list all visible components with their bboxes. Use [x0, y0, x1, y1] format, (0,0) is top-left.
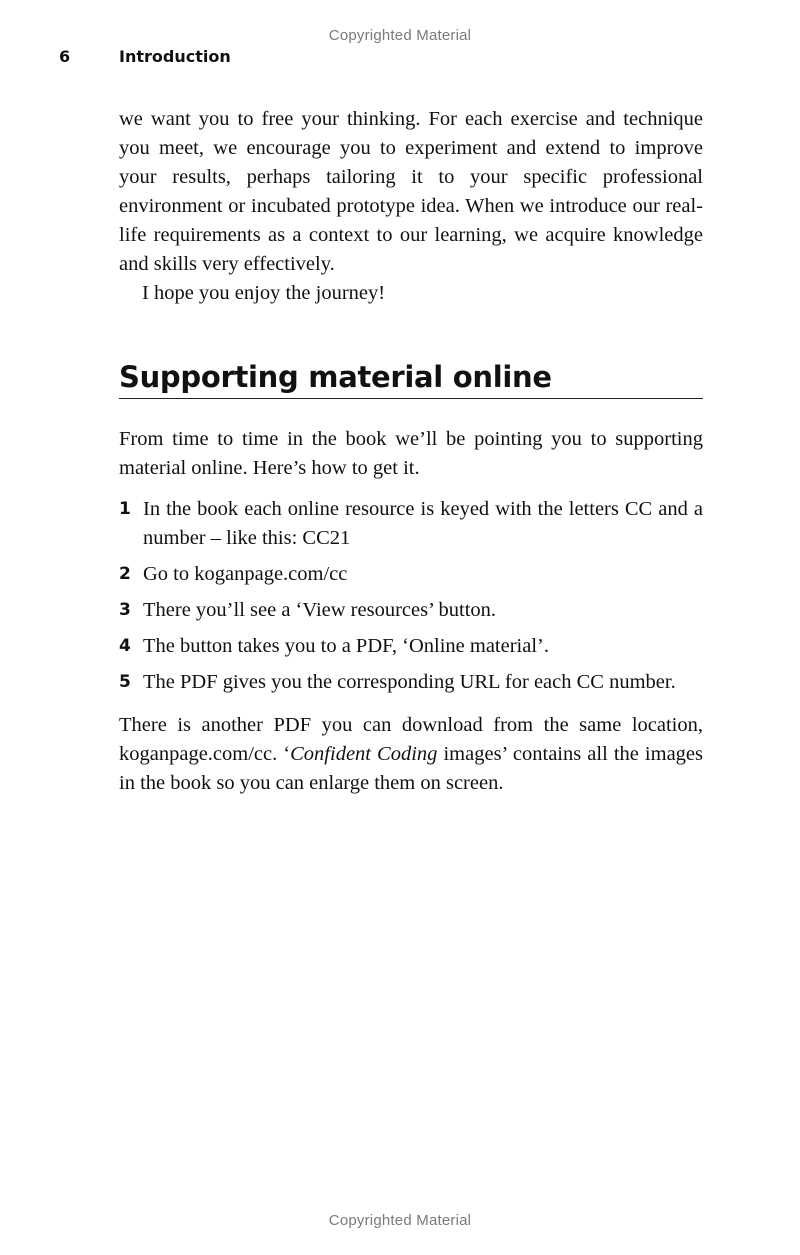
list-item	[119, 632, 703, 661]
step-text: The button takes you to a PDF, ‘Online material’.	[143, 635, 549, 657]
paragraph-text: From time to time in the book we’ll be pointing you to supporting material online. Here’s how to get it.	[119, 428, 703, 479]
book-title-italic: Confident Coding	[290, 743, 438, 765]
paragraph-text: I hope you enjoy the journey!	[142, 282, 386, 304]
copyright-watermark-top: Copyrighted Material	[328, 27, 472, 44]
closing-text-end: images’ contains all the images in the book so you can enlarge them on screen.	[119, 743, 704, 794]
step-number: 1	[119, 499, 131, 519]
step-number: 4	[119, 636, 131, 656]
step-number: 2	[119, 564, 131, 584]
list-item	[119, 596, 703, 625]
list-item	[119, 495, 703, 553]
paragraph-text	[119, 711, 703, 798]
step-text: Go to koganpage.com/cc	[143, 563, 348, 585]
step-text: There you’ll see a ‘View resources’ button.	[143, 599, 497, 621]
running-head	[59, 47, 231, 66]
step-text: The PDF gives you the corresponding URL for each CC number.	[143, 671, 676, 693]
copyright-watermark-bottom: Copyrighted Material	[328, 1212, 472, 1229]
step-number: 3	[119, 600, 131, 620]
body-paragraph-2	[119, 279, 703, 308]
list-item	[119, 560, 703, 589]
step-text: In the book each online resource is keyed with the letters CC and a number – like this: CC21	[143, 498, 703, 549]
section-intro	[119, 425, 703, 483]
step-number: 5	[119, 672, 131, 692]
section-heading: Supporting material online	[119, 356, 703, 399]
steps-list	[119, 495, 703, 704]
page-number: 6	[59, 47, 71, 66]
closing-text-start: There is another PDF you can download from the same location, koganpage.com/cc. ‘	[119, 714, 703, 765]
body-paragraph-1	[119, 105, 703, 279]
chapter-title: Introduction	[119, 47, 231, 66]
paragraph-text: we want you to free your thinking. For each exercise and technique you meet, we encourage you to experiment and extend to improve your results, perhaps tailoring it to your specific professional environment or incubated prototype idea. When we introduce our real-life requirements as a context to our learning, we acquire knowledge and skills very effectively.	[119, 108, 703, 275]
list-item	[119, 668, 703, 697]
closing-paragraph	[119, 711, 703, 798]
